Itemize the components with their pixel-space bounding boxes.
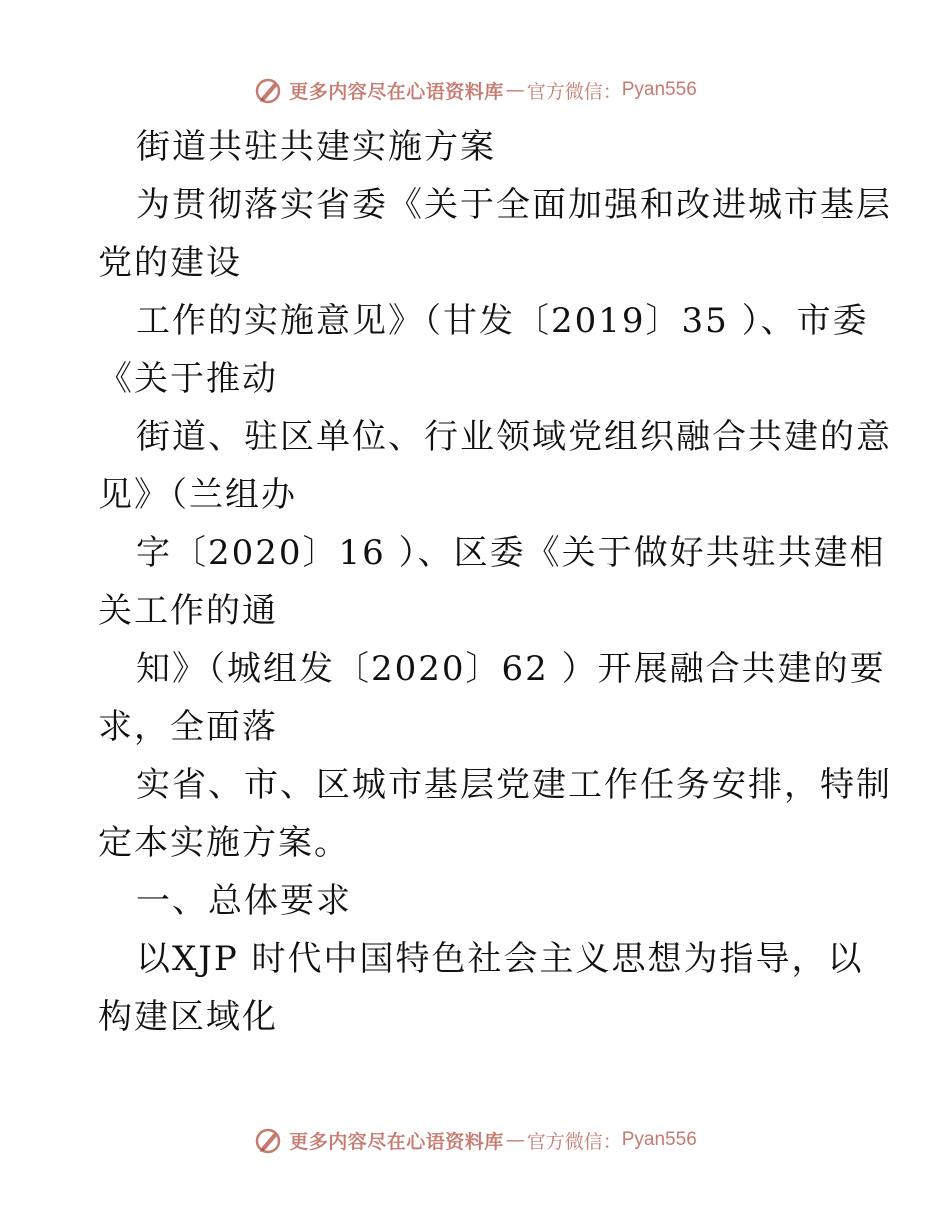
- pen-logo-icon: [253, 75, 283, 105]
- text-line: 关工作的通: [98, 591, 278, 631]
- text-line: 街道、驻区单位、行业领域党组织融合共建的意: [136, 417, 892, 457]
- watermark-wechat-id: Pyan556: [621, 79, 697, 100]
- footer-watermark: [0, 1118, 950, 1162]
- text-line: 见》（兰组办: [98, 475, 297, 515]
- watermark-official-label: 官方微信：: [526, 80, 622, 103]
- text-line: 为贯彻落实省委《关于全面加强和改进城市基层: [136, 185, 892, 225]
- text-line: 实省、市、区城市基层党建工作任务安排，特制: [136, 765, 892, 805]
- text-line: 构建区域化: [98, 997, 278, 1037]
- watermark-dash: —: [505, 1129, 525, 1151]
- header-watermark: [0, 68, 950, 112]
- text-line: 一、总体要求: [136, 881, 352, 921]
- text-line: 求，全面落: [98, 707, 278, 747]
- document-body: [98, 118, 892, 1046]
- text-line: 知》（城组发〔2020〕62 ）开展融合共建的要: [136, 649, 886, 689]
- text-line: 以XJP 时代中国特色社会主义思想为指导，以: [136, 939, 864, 979]
- text-line: 定本实施方案。: [98, 823, 350, 863]
- watermark-dash: —: [505, 79, 525, 101]
- text-line: 工作的实施意见》（甘发〔2019〕35 ）、市委: [136, 301, 869, 341]
- pen-logo-icon: [253, 1125, 283, 1155]
- text-line: 街道共驻共建实施方案: [136, 127, 496, 167]
- text-line: 《关于推动: [98, 359, 278, 399]
- watermark-text: 更多内容尽在心语资料库: [289, 80, 504, 103]
- text-line: 党的建设: [98, 243, 242, 283]
- text-line: 字〔2020〕16 ）、区委《关于做好共驻共建相: [136, 533, 886, 573]
- watermark-text: 更多内容尽在心语资料库: [289, 1130, 504, 1153]
- watermark-official-label: 官方微信：: [526, 1130, 622, 1153]
- watermark-wechat-id: Pyan556: [621, 1129, 697, 1150]
